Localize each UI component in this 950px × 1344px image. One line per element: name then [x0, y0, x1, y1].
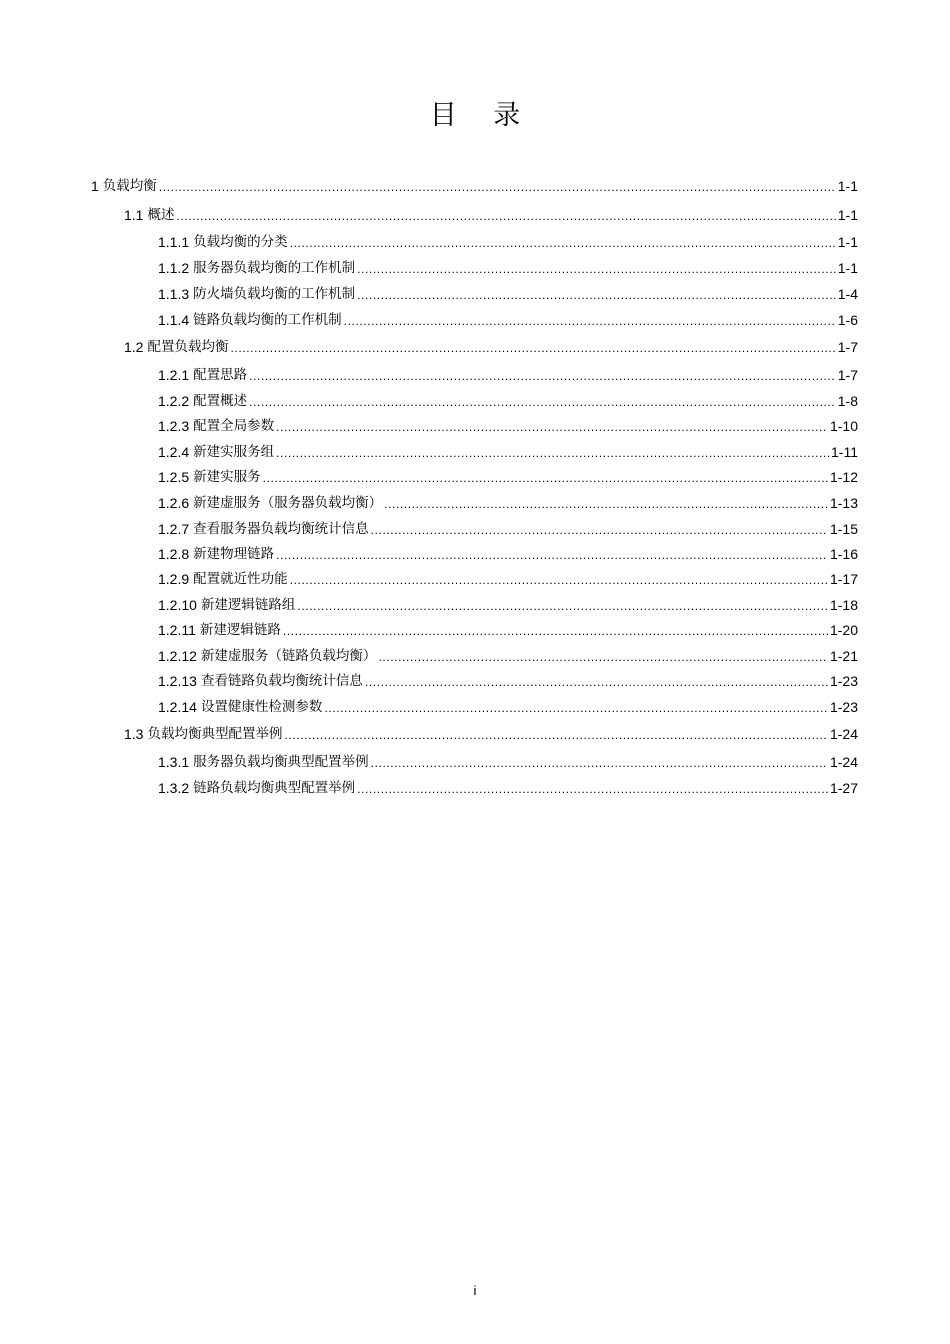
toc-entry-page: 1-1: [837, 234, 858, 250]
toc-entry-number: 1.3.2: [158, 780, 190, 796]
toc-entry[interactable]: [158, 594, 858, 616]
toc-entry-number: 1.2.4: [158, 444, 190, 460]
toc-entry-number: 1.3: [124, 726, 144, 742]
toc-dot-leader: [283, 621, 828, 641]
toc-entry-title: 服务器负载均衡的工作机制: [193, 260, 356, 276]
toc-entry-title: 配置就近性功能: [193, 571, 288, 587]
toc-entry[interactable]: [158, 670, 858, 692]
toc-entry[interactable]: [158, 492, 858, 514]
toc-dot-leader: [276, 417, 828, 437]
toc-entry-number: 1.2.14: [158, 699, 197, 715]
toc-entry-title: 防火墙负载均衡的工作机制: [193, 286, 356, 302]
toc-entry-page: 1-10: [829, 418, 858, 434]
toc-dot-leader: [290, 233, 836, 253]
page-title: 目 录: [429, 100, 535, 131]
toc-entry-number: 1.2.5: [158, 469, 190, 485]
toc-entry-number: 1.2: [124, 339, 144, 355]
toc-entry-page: 1-27: [829, 780, 858, 796]
toc-dot-leader: [276, 443, 829, 463]
toc-dot-leader: [324, 698, 828, 718]
toc-entry-page: 1-7: [837, 367, 858, 383]
toc-entry-page: 1-11: [831, 444, 858, 460]
toc-entry-title: 配置负载均衡: [147, 339, 229, 355]
toc-entry-number: 1.2.6: [158, 495, 190, 511]
toc-entry[interactable]: [124, 723, 858, 745]
toc-entry-title: 链路负载均衡典型配置举例: [193, 780, 356, 796]
toc-entry-page: 1-16: [829, 546, 858, 562]
toc-dot-leader: [357, 779, 828, 799]
toc-entry[interactable]: [158, 543, 858, 565]
toc-entry-number: 1.1.3: [158, 286, 190, 302]
toc-entry[interactable]: [91, 175, 858, 197]
toc-entry-page: 1-15: [829, 521, 858, 537]
toc-entry-title: 配置全局参数: [193, 418, 275, 434]
toc-entry-number: 1.2.13: [158, 673, 197, 689]
toc-entry-number: 1.2.10: [158, 597, 197, 613]
toc-entry[interactable]: [158, 309, 858, 331]
toc-entry-title: 链路负载均衡的工作机制: [193, 312, 342, 328]
toc-entry-page: 1-17: [829, 571, 858, 587]
toc-entry-page: 1-24: [829, 754, 858, 770]
toc-entry-page: 1-4: [837, 286, 858, 302]
toc-entry-title: 查看服务器负载均衡统计信息: [193, 521, 369, 537]
toc-entry[interactable]: [158, 568, 858, 590]
toc-entry-number: 1.2.2: [158, 393, 190, 409]
toc-dot-leader: [378, 647, 828, 667]
toc-entry[interactable]: [124, 204, 858, 226]
toc-entry-title: 配置概述: [193, 393, 248, 409]
toc-entry-title: 新建实服务: [193, 469, 261, 485]
toc-entry-title: 新建实服务组: [193, 444, 275, 460]
toc-dot-leader: [284, 725, 828, 745]
toc-entry-page: 1-20: [829, 622, 858, 638]
toc-dot-leader: [263, 468, 828, 488]
toc-entry-number: 1.2.1: [158, 367, 190, 383]
toc-entry[interactable]: [158, 415, 858, 437]
toc-entry-page: 1-23: [829, 673, 858, 689]
toc-entry-number: 1: [91, 178, 99, 194]
toc-entry-page: 1-13: [829, 495, 858, 511]
toc-entry[interactable]: [158, 645, 858, 667]
toc-dot-leader: [249, 392, 836, 412]
toc-entry-number: 1.2.12: [158, 648, 197, 664]
toc-entry[interactable]: [158, 619, 858, 641]
toc-entry-number: 1.1: [124, 207, 144, 223]
toc-dot-leader: [371, 520, 828, 540]
toc-entry-page: 1-1: [837, 207, 858, 223]
toc-entry-number: 1.2.3: [158, 418, 190, 434]
toc-entry-page: 1-18: [829, 597, 858, 613]
toc-entry[interactable]: [158, 696, 858, 718]
toc-entry-number: 1.3.1: [158, 754, 190, 770]
toc-entry[interactable]: [158, 466, 858, 488]
toc-entry-number: 1.2.11: [158, 622, 196, 638]
toc-entry-page: 1-7: [837, 339, 858, 355]
toc-entry-page: 1-23: [829, 699, 858, 715]
toc-entry[interactable]: [158, 283, 858, 305]
toc-entry-title: 新建虚服务（链路负载均衡）: [200, 648, 377, 664]
toc-entry-number: 1.2.8: [158, 546, 190, 562]
toc-dot-leader: [365, 672, 828, 692]
page-number-footer: i: [473, 1283, 477, 1298]
toc-entry[interactable]: [158, 751, 858, 773]
toc-entry[interactable]: [158, 390, 858, 412]
toc-entry-title: 新建虚服务（服务器负载均衡）: [193, 495, 383, 511]
toc-entry[interactable]: [124, 336, 858, 358]
toc-entry-page: 1-12: [829, 469, 858, 485]
toc-dot-leader: [357, 259, 836, 279]
toc-entry-title: 负载均衡的分类: [193, 234, 288, 250]
toc-dot-leader: [249, 366, 836, 386]
toc-entry-page: 1-24: [829, 726, 858, 742]
toc-entry-title: 服务器负载均衡典型配置举例: [193, 754, 369, 770]
toc-entry-title: 概述: [147, 207, 175, 223]
toc-entry-title: 配置思路: [193, 367, 248, 383]
toc-entry[interactable]: [158, 518, 858, 540]
toc-entry-title: 负载均衡典型配置举例: [147, 726, 283, 742]
toc-entry[interactable]: [158, 777, 858, 799]
toc-entry-page: 1-8: [837, 393, 858, 409]
toc-entry-page: 1-1: [837, 178, 858, 194]
toc-entry[interactable]: [158, 441, 858, 463]
toc-entry[interactable]: [158, 257, 858, 279]
toc-entry-title: 新建逻辑链路组: [200, 597, 296, 613]
toc-entry[interactable]: [158, 231, 858, 253]
toc-entry-page: 1-1: [837, 260, 858, 276]
toc-dot-leader: [357, 285, 836, 305]
toc-entry-page: 1-6: [837, 312, 858, 328]
toc-dot-leader: [230, 338, 835, 358]
toc-dot-leader: [344, 311, 836, 331]
toc-dot-leader: [290, 570, 828, 590]
toc-entry[interactable]: [158, 364, 858, 386]
toc-entry-title: 新建逻辑链路: [199, 622, 281, 638]
toc-dot-leader: [297, 596, 828, 616]
toc-entry-title: 负载均衡: [102, 178, 157, 194]
toc-entry-title: 查看链路负载均衡统计信息: [200, 673, 363, 689]
toc-entry-number: 1.2.9: [158, 571, 190, 587]
toc-entry-number: 1.1.1: [158, 234, 190, 250]
toc-entry-title: 新建物理链路: [193, 546, 275, 562]
toc-dot-leader: [176, 206, 835, 226]
toc-entry-page: 1-21: [829, 648, 858, 664]
toc-entry-number: 1.2.7: [158, 521, 190, 537]
toc-dot-leader: [276, 545, 828, 565]
toc-dot-leader: [159, 177, 836, 197]
toc-entry-title: 设置健康性检测参数: [200, 699, 323, 715]
toc-entry-number: 1.1.2: [158, 260, 190, 276]
toc-dot-leader: [371, 753, 828, 773]
toc-entry-number: 1.1.4: [158, 312, 190, 328]
toc-dot-leader: [384, 494, 828, 514]
